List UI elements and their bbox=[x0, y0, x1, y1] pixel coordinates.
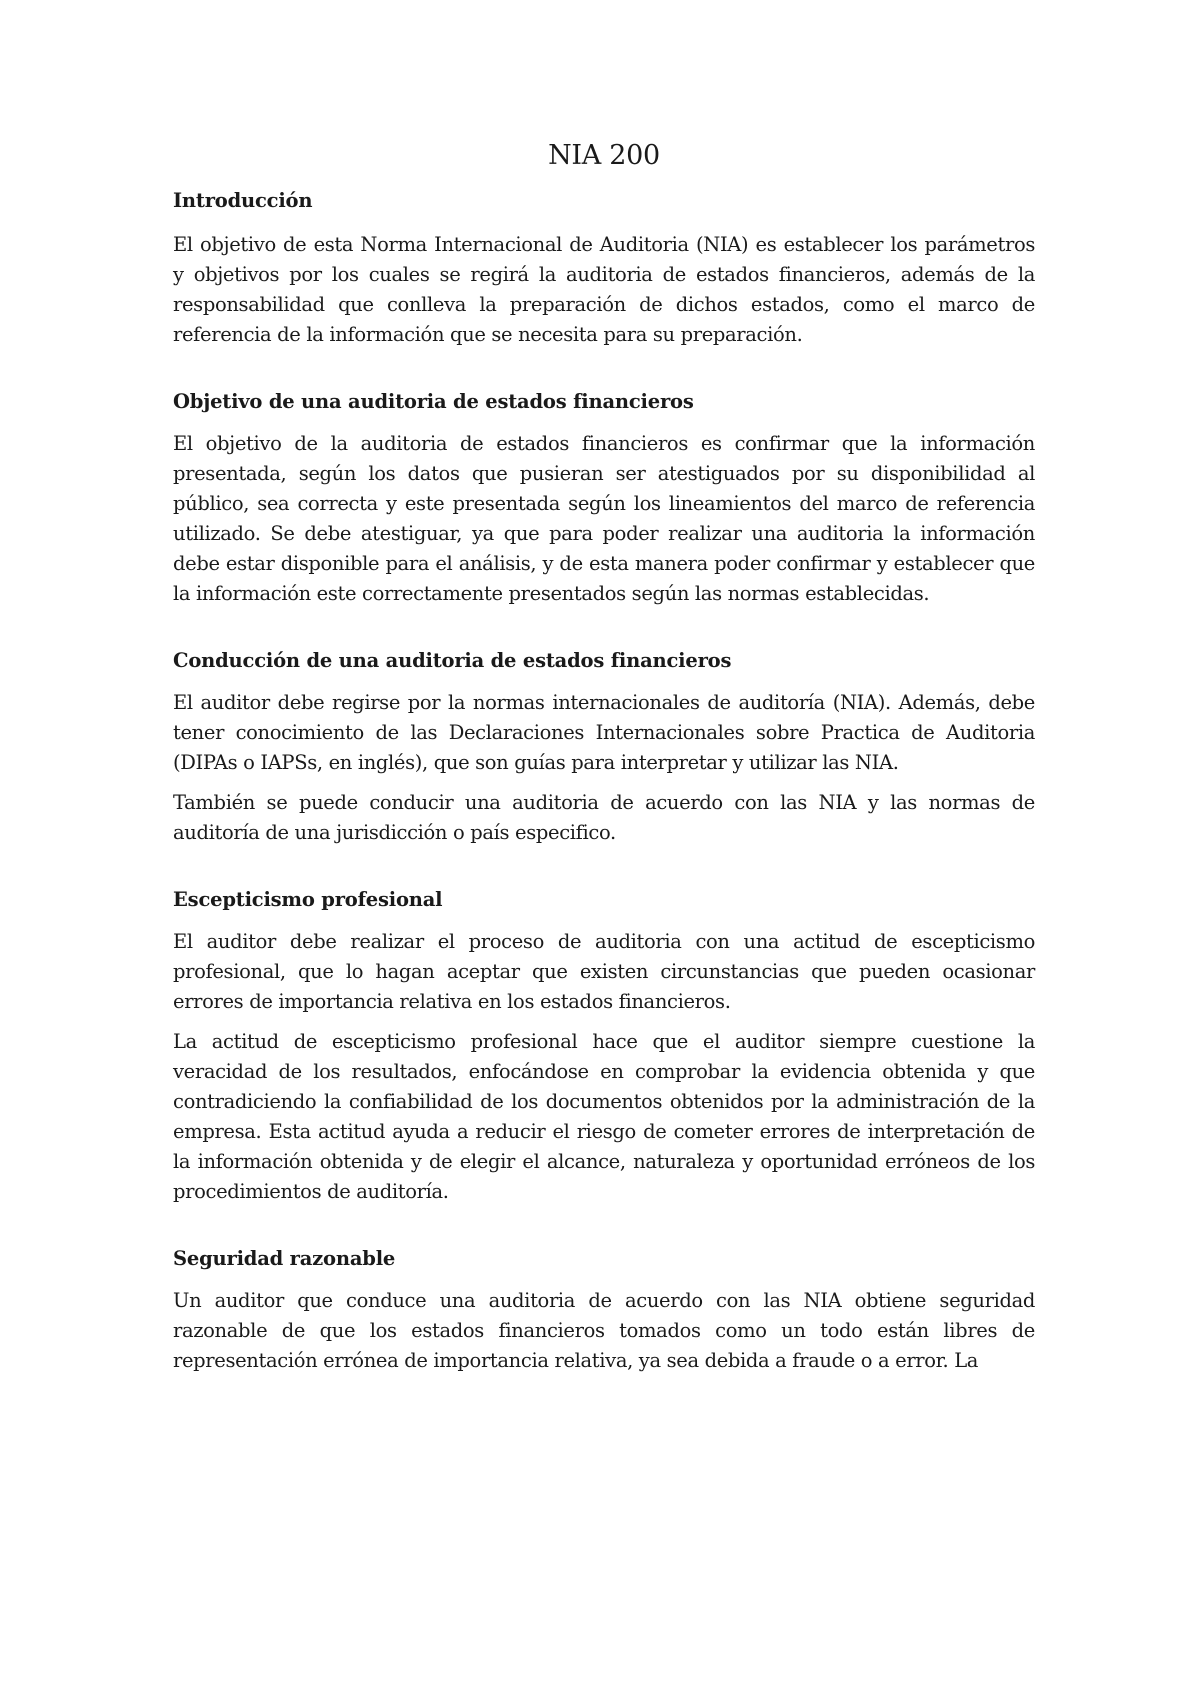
section-heading: Escepticismo profesional bbox=[173, 888, 443, 911]
section-paragraph: El auditor debe realizar el proceso de auditoria con una actitud de escepticismo profesional, que lo hagan aceptar que existen circunstancias que pueden ocasionar errores de importancia relativa en los estados financieros. bbox=[173, 930, 1035, 1013]
section-heading: Seguridad razonable bbox=[173, 1247, 396, 1270]
section-introduccion bbox=[173, 189, 1035, 350]
section-heading: Objetivo de una auditoria de estados financieros bbox=[173, 390, 694, 413]
section-heading: Conducción de una auditoria de estados financieros bbox=[173, 649, 732, 672]
section-paragraph: El objetivo de esta Norma Internacional de Auditoria (NIA) es establecer los parámetros y objetivos por los cuales se regirá la auditoria de estados financieros, además de la responsabilidad que conlleva la preparación de dichos estados, como el marco de referencia de la información que se necesita para su preparación. bbox=[173, 233, 1035, 346]
section-seguridad bbox=[173, 1247, 1035, 1376]
section-heading: Introducción bbox=[173, 189, 313, 212]
section-paragraph: El auditor debe regirse por la normas internacionales de auditoría (NIA). Además, debe tener conocimiento de las Declaraciones Internacionales sobre Practica de Auditoria (DIPAs o IAPSs, en inglés), que son guías para interpretar y utilizar las NIA. bbox=[173, 691, 1035, 774]
section-paragraph: El objetivo de la auditoria de estados financieros es confirmar que la información presentada, según los datos que pusieran ser atestiguados por su disponibilidad al público, sea correcta y este presentada según los lineamientos del marco de referencia utilizado. Se debe atestiguar, ya que para poder realizar una auditoria la información debe estar disponible para el análisis, y de esta manera poder confirmar y establecer que la información este correctamente presentados según las normas establecidas. bbox=[173, 432, 1035, 605]
document-title: NIA 200 bbox=[548, 140, 660, 171]
section-paragraph: La actitud de escepticismo profesional hace que el auditor siempre cuestione la veracidad de los resultados, enfocándose en comprobar la evidencia obtenida y que contradiciendo la confiabilidad de los documentos obtenidos por la administración de la empresa. Esta actitud ayuda a reducir el riesgo de cometer errores de interpretación de la información obtenida y de elegir el alcance, naturaleza y oportunidad erróneos de los procedimientos de auditoría. bbox=[173, 1030, 1035, 1203]
section-paragraph: Un auditor que conduce una auditoria de acuerdo con las NIA obtiene seguridad razonable de que los estados financieros tomados como un todo están libres de representación errónea de importancia relativa, ya sea debida a fraude o a error. La bbox=[173, 1289, 1035, 1372]
section-escepticismo bbox=[173, 888, 1035, 1207]
section-conduccion bbox=[173, 649, 1035, 848]
section-objetivo bbox=[173, 390, 1035, 609]
section-paragraph: También se puede conducir una auditoria de acuerdo con las NIA y las normas de auditoría de una jurisdicción o país especifico. bbox=[173, 791, 1035, 844]
document-page bbox=[173, 140, 1035, 1386]
